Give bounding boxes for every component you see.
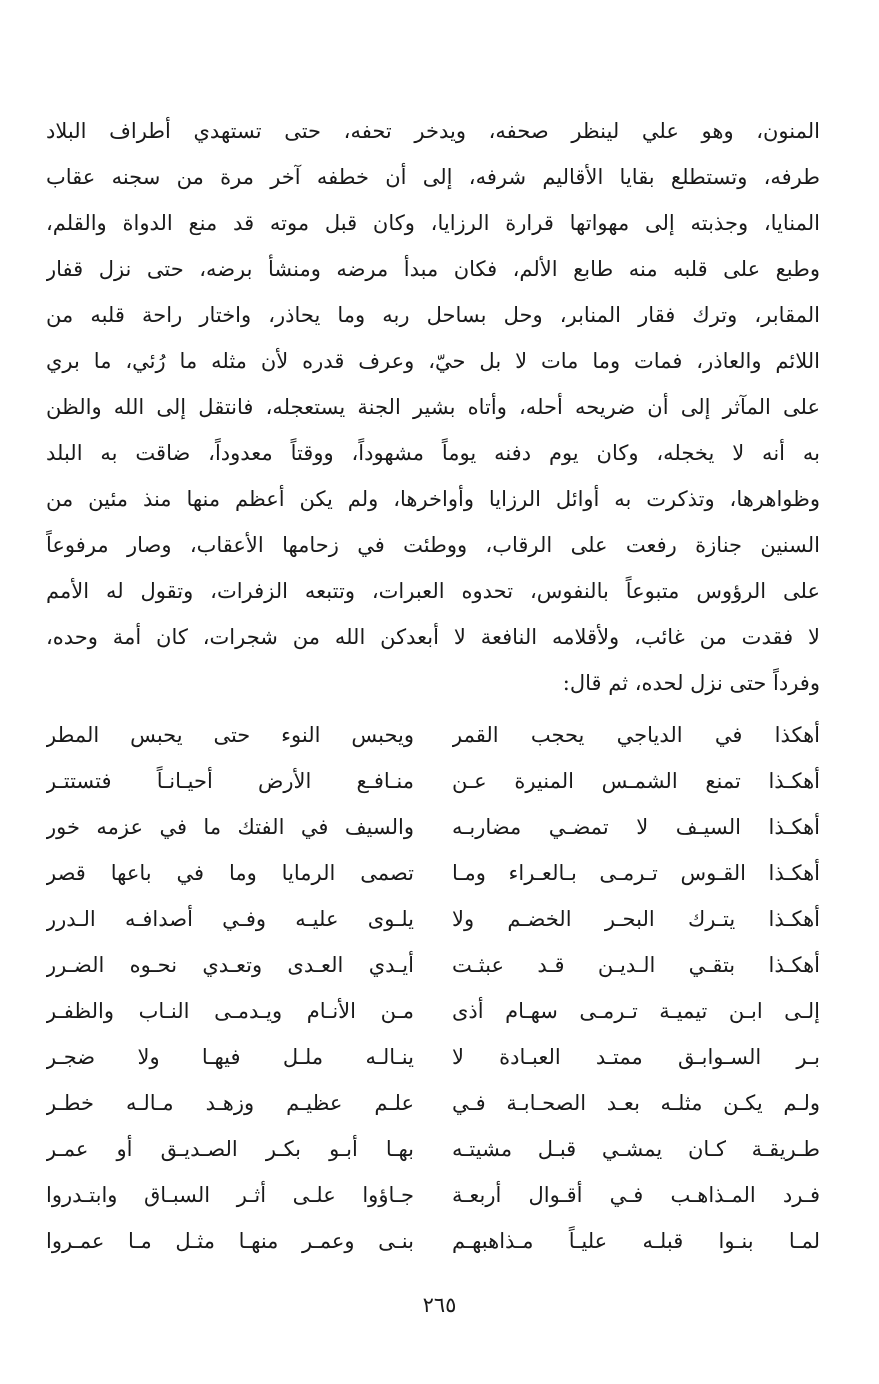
poem-verse	[46, 758, 820, 804]
prose-line: وطبع على قلبه منه طابع الألم، فكان مبدأ مرضه ومنشأ برضه، حتى نزل قفار	[46, 257, 820, 281]
verse-second-hemistich: بهـا أبـو بكـر الصـديـق أو عمـر	[46, 1137, 414, 1161]
verse-second-hemistich: منـافـع الأرض أحيـانـاً فتستتـر	[46, 769, 414, 793]
prose-line: المنايا، وجذبته إلى مهواتها قرارة الرزايا، وكان قبل موته قد منع الدواة والقلم،	[46, 211, 820, 235]
prose-line: المقابر، وترك فقار المنابر، وحل بساحل ربه وما يحاذر، واختار راحة قلبه من	[46, 303, 820, 327]
verse-first-hemistich: إلـى ابـن تيميـة تـرمـى سهـام أذى	[452, 999, 820, 1023]
prose-line: به أنه لا يخجله، وكان يوم دفنه يوماً مشهوداً، ووقتاً معدوداً، ضاقت به البلد	[46, 441, 820, 465]
prose-line: لا فقدت من غائب، ولأقلامه النافعة لا أبعدكن الله من شجرات، كان أمة وحده،	[46, 625, 820, 649]
poem-verse	[46, 1034, 820, 1080]
poem-verse	[46, 850, 820, 896]
verse-second-hemistich: والسيف في الفتك ما في عزمه خور	[46, 815, 414, 839]
verse-second-hemistich: علـم عظيـم وزهـد مـالـه خطـر	[46, 1091, 414, 1115]
poem-verse	[46, 1080, 820, 1126]
poem-verse	[46, 1218, 820, 1264]
verse-second-hemistich: تصمى الرمايا وما في باعها قصر	[46, 861, 414, 885]
verse-first-hemistich: طـريقـة كـان يمشـي قبـل مشيتـه	[452, 1137, 820, 1161]
poem-verse	[46, 1172, 820, 1218]
poem-verse	[46, 1126, 820, 1172]
verse-second-hemistich: أيـدي العـدى وتعـدي نحـوه الضـرر	[46, 953, 414, 977]
prose-line: على المآثر إلى أن ضريحه أحله، وأتاه بشير الجنة يستعجله، فانتقل إلى الله والظن	[46, 395, 820, 419]
verse-first-hemistich: أهكـذا تمنع الشمـس المنيرة عـن	[452, 769, 820, 793]
poem	[46, 712, 820, 1264]
prose-line: اللائم والعاذر، فمات وما مات لا بل حيّ، وعرف قدره لأن مثله ما رُئي، ما بري	[46, 349, 820, 373]
poem-verse	[46, 988, 820, 1034]
prose-line: وظواهرها، وتذكرت به أوائل الرزايا وأواخرها، ولم يكن أعظم منها منذ مئين من	[46, 487, 820, 511]
verse-first-hemistich: أهكـذا القـوس تـرمـى بـالعـراء ومـا	[452, 861, 820, 885]
prose-line: السنين جنازة رفعت على الرقاب، ووطئت في زحامها الأعقاب، وصار مرفوعاً	[46, 533, 820, 557]
verse-first-hemistich: أهكـذا بتقـي الـديـن قـد عبثـت	[452, 953, 820, 977]
prose-line: المنون، وهو علي لينظر صحفه، ويدخر تحفه، حتى تستهدي أطراف البلاد	[46, 119, 820, 143]
verse-first-hemistich: بـر السـوابـق ممتـد العبـادة لا	[452, 1045, 820, 1069]
verse-second-hemistich: جـاؤوا علـى أثـر السبـاق وابتـدروا	[46, 1183, 414, 1207]
verse-second-hemistich: ينـالـه ملـل فيهـا ولا ضجـر	[46, 1045, 414, 1069]
poem-verse	[46, 804, 820, 850]
verse-first-hemistich: ولـم يكـن مثلـه بعـد الصحـابـة فـي	[452, 1091, 820, 1115]
poem-verse	[46, 942, 820, 988]
verse-second-hemistich: يلـوى عليـه وفـي أصدافـه الـدرر	[46, 907, 414, 931]
verse-second-hemistich: ويحبس النوء حتى يحبس المطر	[46, 723, 414, 747]
verse-first-hemistich: لمـا بنـوا قبلـه عليـاً مـذاهبهـم	[452, 1229, 820, 1253]
prose-line: وفرداً حتى نزل لحده، ثم قال:	[562, 671, 820, 695]
page-number: ٢٦٥	[422, 1293, 457, 1317]
verse-first-hemistich: فـرد المـذاهـب فـي أقـوال أربعـة	[452, 1183, 820, 1207]
verse-first-hemistich: أهكـذا السيـف لا تمضـي مضاربـه	[452, 815, 820, 839]
verse-second-hemistich: مـن الأنـام ويـدمـى النـاب والظفـر	[46, 999, 414, 1023]
verse-second-hemistich: بنـى وعمـر منهـا مثـل مـا عمـروا	[46, 1229, 414, 1253]
verse-first-hemistich: أهكـذا يتـرك البحـر الخضـم ولا	[452, 907, 820, 931]
prose-paragraph	[46, 108, 820, 706]
prose-line: طرفه، وتستطلع بقايا الأقاليم شرفه، إلى أن خطفه آخر مرة من سجنه عقاب	[46, 165, 820, 189]
poem-verse	[46, 712, 820, 758]
poem-verse	[46, 896, 820, 942]
verse-first-hemistich: أهكذا في الدياجي يحجب القمر	[452, 723, 820, 747]
prose-line: على الرؤوس متبوعاً بالنفوس، تحدوه العبرات، وتتبعه الزفرات، وتقول له الأمم	[46, 579, 820, 603]
